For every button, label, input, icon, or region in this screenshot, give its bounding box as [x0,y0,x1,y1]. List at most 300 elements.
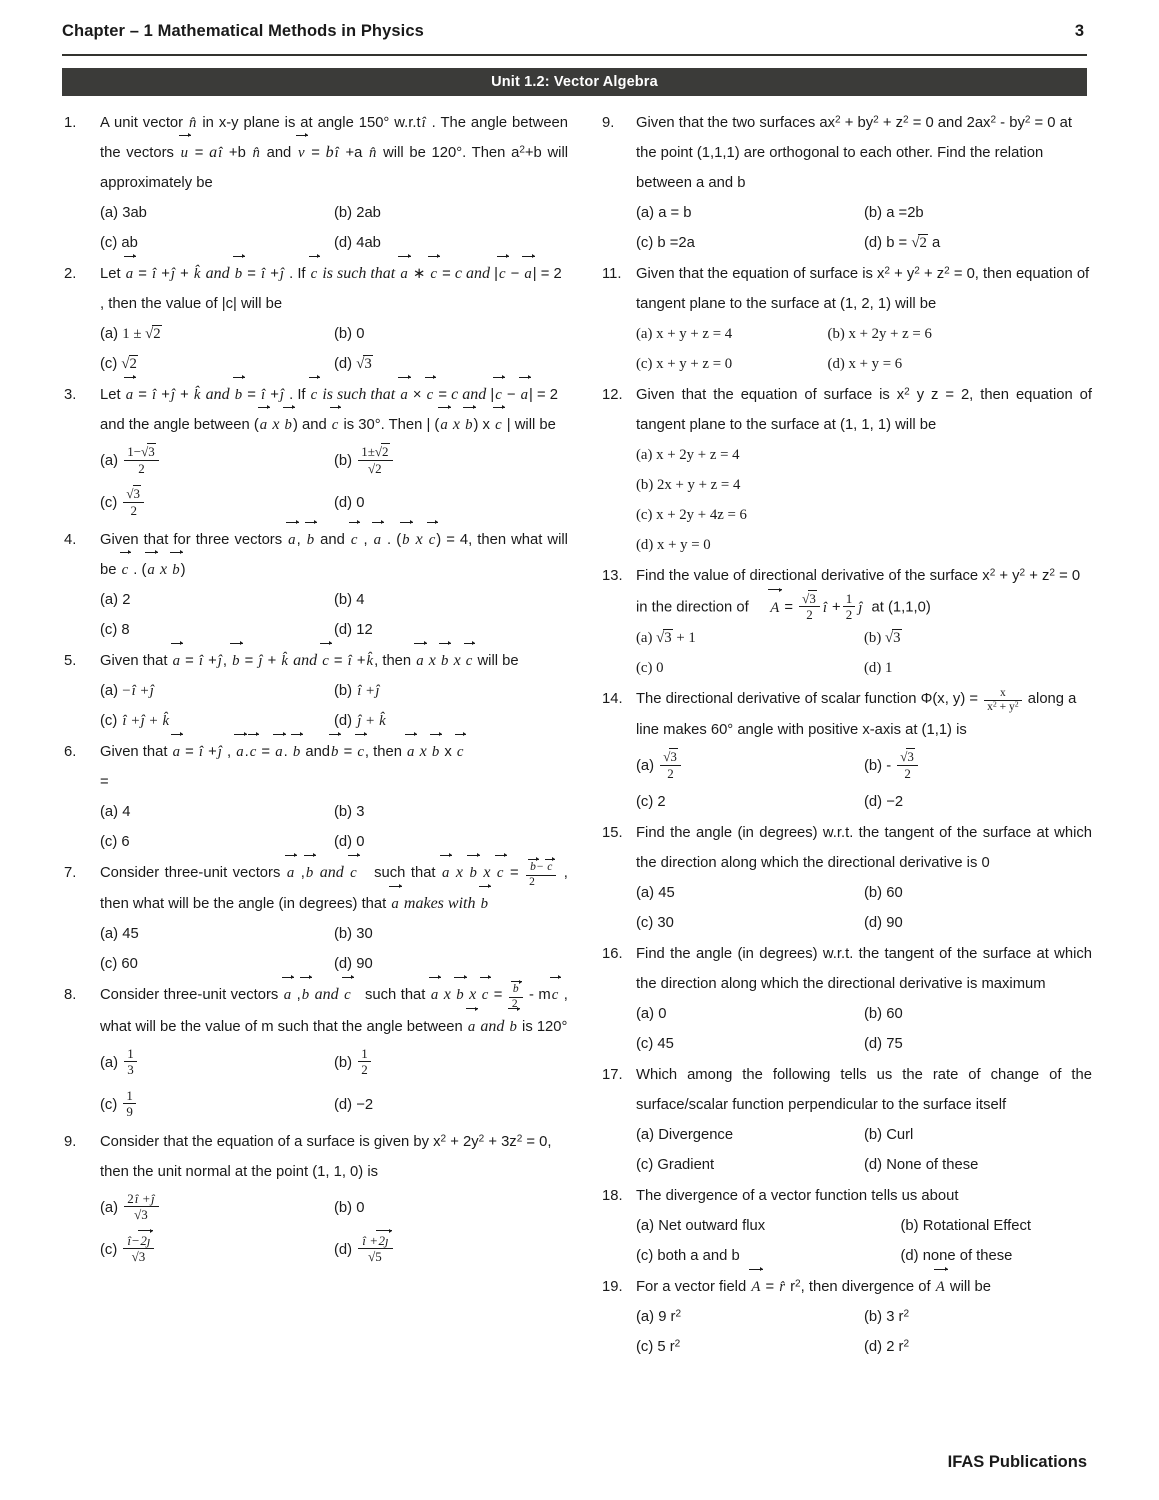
option-text: 6 [121,834,130,850]
option-text: 4 [356,592,365,608]
question-stem: Consider three-unit vectors a ,b and c such that a x b x c = $\frac{b}{2}$ - mc , what will be the value of m such that the angle between a and b is 120° [100,980,568,1041]
option-text: 30 [657,914,674,931]
unit-banner [62,68,1087,96]
option-label: (b) [334,1199,353,1216]
option[interactable] [636,500,1092,530]
question-body [100,858,568,979]
question-number: 19. [602,1278,623,1295]
question-item [592,684,1092,817]
option-label: (c) [636,914,654,931]
option-text: î +ĵ [357,683,380,699]
option-text: 0 [356,1199,365,1216]
option[interactable] [100,198,334,228]
option-text: 2 $r^2$ [886,1338,910,1355]
question-number: 2. [64,266,77,282]
option-label: (c) [636,1247,654,1264]
question-number: 8. [64,987,77,1004]
option[interactable] [334,349,568,379]
option-label: (b) [334,592,353,608]
option[interactable] [100,482,334,524]
option-list [636,878,1092,938]
option-text: $\frac{1}{9}$ [123,1088,136,1120]
option-label: (c) [636,793,654,810]
option[interactable] [334,1042,568,1084]
question-stem: For a vector field A = r̂ $r^2$, then divergence of A will be [636,1272,1092,1302]
option-label: (a) [100,683,119,699]
option-list [100,919,568,979]
question-body [100,1127,568,1271]
option-label: (d) [864,235,883,251]
option-text: x + 2y + z = 4 [656,447,740,463]
option[interactable] [334,482,568,524]
option-text: 2 [122,592,131,608]
option[interactable] [636,1029,864,1059]
option-label: (d) [334,356,353,372]
option-list [636,1120,1092,1180]
question-stem: Which among the following tells us the rate of change of the surface/scalar function perpendicular to the surface itself [636,1066,1092,1113]
question-item [58,380,568,524]
option-list [100,797,568,857]
question-item [592,259,1092,379]
option-text: √3 [356,356,372,372]
question-item [58,646,568,736]
option[interactable] [334,1229,568,1271]
question-number: 16. [602,945,623,962]
option-text: $\frac{1-√3}{2}$ [124,444,158,476]
option-text: −2 [356,1096,374,1113]
question-stem: Consider three-unit vectors a ,b and c such that a x b x c = $\frac{b- c}{2}$ , then what will be the angle (in degrees) that a makes with b [100,858,568,919]
option[interactable] [828,319,1092,349]
option[interactable] [100,1084,334,1126]
option-text: 45 [658,884,675,901]
option-label: (b) [864,1126,883,1143]
option-text: x + y + z = 4 [656,326,733,342]
option-label: (a) [100,453,119,469]
page-running-head [62,22,1087,56]
question-number: 4. [64,532,77,548]
option[interactable] [864,623,1092,653]
option[interactable] [334,1084,568,1126]
option[interactable] [636,1302,864,1332]
option-text: 45 [122,926,139,943]
option[interactable] [636,908,864,938]
option-label: (b) [334,205,353,221]
option-label: (b) [334,326,353,342]
question-stem: Given that the equation of surface is $x^2$ y z = 2, then equation of tangent plane to the surface at (1, 1, 1) will be [636,386,1092,433]
option[interactable] [100,706,334,736]
option[interactable] [864,228,1092,258]
question-body [100,380,568,524]
option-label: (b) [334,804,353,820]
question-item [592,1272,1092,1362]
option-label: (c) [636,1035,654,1052]
option-list [100,440,568,524]
question-body [100,525,568,645]
option-list [636,745,1092,817]
question-number: 3. [64,387,77,403]
option-text: 8 [121,622,130,638]
unit-banner-label: Unit 1.2: Vector Algebra [491,74,658,90]
question-stem: Find the value of directional derivative of the surface $x^2 + y^2 + z^2 = 0$ in the direction of A = $\frac{√3}{2}$ î + $\frac{1}{2}$ ĵ at (1,1,0) [636,567,1081,623]
question-stem: The divergence of a vector function tells us about [636,1187,959,1204]
option-list [100,198,568,258]
option[interactable] [900,1211,1092,1241]
question-number: 18. [602,1187,623,1204]
option-label: (d) [334,1096,353,1113]
option[interactable] [900,1241,1092,1271]
option-text: x + y + z = 0 [656,356,733,372]
option-label: (d) [334,235,353,251]
option[interactable] [100,440,334,482]
option-list [636,623,1092,683]
option-text: 1 ± √2 [122,326,161,342]
option-text: 30 [356,926,373,943]
question-body [636,380,1092,560]
option-list [100,319,568,379]
option[interactable] [100,1229,334,1271]
option[interactable] [864,1302,1092,1332]
option-label: (c) [100,713,118,729]
option[interactable] [636,623,864,653]
option[interactable] [334,676,568,706]
option-list [100,1042,568,1126]
option-text: 75 [886,1035,903,1052]
option-label: (b) [636,477,654,493]
option-label: (b) [864,205,883,221]
option[interactable] [636,999,864,1029]
option[interactable] [100,797,334,827]
option-text: both a and b [657,1247,740,1264]
option[interactable] [864,999,1092,1029]
option[interactable] [334,797,568,827]
option-list [100,1187,568,1271]
question-number: 12. [602,387,623,403]
option-label: (c) [636,1338,654,1355]
question-number: 6. [64,744,77,760]
question-number: 9. [602,115,615,131]
option-text: Net outward flux [658,1217,766,1234]
question-stem: The directional derivative of scalar function Φ(x, y) = $\frac{x}{x^2 + y^2}$ along a line makes 60° angle with positive x-axis at (1,1) is [636,686,1077,738]
option-text: 0 [356,834,365,850]
option-label: (b) [334,926,353,943]
option-text: $\frac{√3}{2}$ [897,749,918,781]
option[interactable] [100,615,334,645]
option[interactable] [100,319,334,349]
option[interactable] [100,585,334,615]
question-number: 15. [602,824,623,841]
option[interactable] [334,198,568,228]
option-text: √3 + 1 [656,629,696,646]
question-item [592,818,1092,938]
option-label: (b) [334,453,353,469]
option-text: √2 [121,356,137,372]
option-label: (a) [636,757,655,774]
question-stem: Given that a = î +ĵ, b = ĵ + k̂ and c = î +k̂, then a x b x c will be [100,646,568,676]
option[interactable] [334,585,568,615]
question-number: 17. [602,1066,623,1083]
option[interactable] [100,1187,334,1229]
option-text: î +ĵ + k̂ [122,713,170,729]
option-label: (d) [864,1035,883,1052]
option-label: (d) [900,1247,919,1264]
question-body [636,818,1092,938]
option-text: $\frac{1}{2}$ [358,1046,371,1078]
option-label: (c) [100,834,118,850]
question-stem: Let a = î +ĵ + k̂ and b = î +ĵ . If c is such that a ∗ c = c and |c − a| = 2 , then the value of |c| will be [100,259,568,319]
option-label: (a) [100,1199,119,1216]
question-body [636,259,1092,379]
question-number: 9. [64,1133,77,1150]
option-label: (d) [636,537,654,553]
option[interactable] [636,470,1092,500]
question-item [592,1060,1092,1180]
option-text: x + 2y + 4z = 6 [656,507,747,523]
option-text: 5 $r^2$ [657,1338,681,1355]
question-item [58,858,568,979]
publisher-footer: IFAS Publications [947,1453,1087,1471]
option-text: 1 [884,659,893,676]
question-stem: Given that the two surfaces $ax^2 + by^2 + z^2 = 0$ and $2ax^2 - by^2 = 0$ at the point (1,1,1) are orthogonal to each other. Find the relation between a and b [636,114,1072,191]
question-item [592,380,1092,560]
question-item [592,561,1092,683]
option-text: 3ab [122,205,147,221]
option-label: (c) [100,1241,118,1258]
option-label: (c) [100,622,118,638]
option-label: (b) [864,629,882,646]
question-stem: A unit vector n̂ in x-y plane is at angle 150° w.r.tî . The angle between the vectors u = aî +b n̂ and v = bî +a n̂ will be 120°. Then $a^2+b$ will approximately be [100,115,569,191]
option-text: 4 [122,804,131,820]
option-text: 2 [657,793,666,810]
option-text: 60 [886,1005,903,1022]
option[interactable] [636,1332,864,1362]
option-text: −2 [886,793,904,810]
question-body [636,1181,1092,1271]
question-item [592,108,1092,258]
option[interactable] [636,530,1092,560]
option-label: (c) [100,495,118,511]
option-label: (b) [900,1217,919,1234]
option-text: Rotational Effect [922,1217,1031,1234]
option[interactable] [334,706,568,736]
option-label: (d) [864,793,883,810]
option[interactable] [334,1187,568,1229]
option-text: $\frac{î +2ȷ}{√5}$ [358,1233,392,1265]
question-body [100,737,568,857]
option-label: (c) [636,507,653,523]
option[interactable] [334,319,568,349]
question-body [636,561,1092,683]
option-label: (a) [636,1126,655,1143]
question-item [58,737,568,857]
question-body [100,980,568,1125]
question-stem: Given that the equation of surface is $x^2 + y^2 + z^2 = 0$, then equation of tangent plane to the surface at (1, 2, 1) will be [636,265,1090,312]
option-list [636,319,1092,379]
option[interactable] [636,745,864,787]
option-text: Gradient [657,1156,715,1173]
option-label: (d) [864,1156,883,1173]
question-stem: Consider that the equation of a surface is given by $x^2 + 2y^2 + 3z^2 = 0$, then the unit normal at the point (1, 1, 0) is [100,1132,552,1180]
option[interactable] [864,1120,1092,1150]
question-item [592,1181,1092,1271]
question-body [100,259,568,379]
option-text: 60 [121,956,138,973]
question-stem: Let a = î +ĵ + k̂ and b = î +ĵ . If c is such that a × c = c and |c − a| = 2 and the angle between (a x b) and c is 30°. Then | (a x b) x c | will be [100,380,568,440]
option[interactable] [636,787,864,817]
option-text: a =2b [886,205,924,221]
option[interactable] [334,949,568,979]
option-text: x + y = 0 [656,537,711,553]
option-text: 45 [657,1035,674,1052]
option-label: (a) [636,884,655,901]
option-label: (c) [636,235,654,251]
question-number: 11. [602,266,622,282]
question-stem: Find the angle (in degrees) w.r.t. the tangent of the surface at which the direction along which the directional derivative is maximum [636,945,1092,992]
question-item [58,525,568,645]
option-text: 0 [658,1005,667,1022]
question-body [636,1060,1092,1180]
option-label: (d) [864,1338,883,1355]
option[interactable] [864,1332,1092,1362]
option-label: (b) [334,683,353,699]
option[interactable] [864,878,1092,908]
question-columns [58,108,1101,1363]
option-text: 90 [356,956,373,973]
option-label: (a) [636,1217,655,1234]
question-item [58,980,568,1125]
option-text: √3 [884,629,901,646]
option-text: 4ab [356,235,381,251]
option[interactable] [864,908,1092,938]
option-text: None of these [886,1156,979,1173]
option-label: (d) [864,914,883,931]
option[interactable] [828,349,1092,379]
question-number: 14. [602,690,623,707]
option-label: (d) [334,495,353,511]
option-text: 3 [356,804,365,820]
option-text: 60 [886,884,903,901]
option-label: (b) [864,884,883,901]
question-item [592,939,1092,1059]
option[interactable] [636,1241,900,1271]
question-number: 5. [64,653,77,669]
option[interactable] [636,349,828,379]
option-label: (a) [636,326,653,342]
option-text: 0 [656,659,664,676]
option[interactable] [334,919,568,949]
option-label: (a) [636,1308,655,1325]
option-text: Divergence [658,1126,734,1143]
option-text: Curl [886,1126,914,1143]
option-list [100,676,568,736]
option-label: (d) [334,713,353,729]
option-text: 12 [356,622,373,638]
question-stem: Find the angle (in degrees) w.r.t. the tangent of the surface at which the direction along which the directional derivative is 0 [636,824,1092,871]
question-item [58,1127,568,1271]
option-list [636,999,1092,1059]
option-label: (d) [334,956,353,973]
option-label: (a) [100,326,119,342]
option[interactable] [636,1150,864,1180]
option-label: (d) [827,356,845,372]
option-label: (a) [100,1054,119,1071]
option[interactable] [100,1042,334,1084]
option-list [636,1302,1092,1362]
option-label: (c) [100,1096,118,1113]
option-label: (c) [636,356,653,372]
option[interactable] [100,919,334,949]
question-number: 1. [64,115,77,131]
question-number: 7. [64,865,77,881]
option-label: (a) [636,447,653,463]
question-body [636,1272,1092,1362]
option[interactable]: (b) - $\frac{√3}{2}$ [864,745,1092,787]
option-text: b =2a [657,235,695,251]
question-item [58,259,568,379]
option[interactable] [334,440,568,482]
option-list [636,1211,1092,1271]
option[interactable] [636,440,1092,470]
question-body [636,684,1092,817]
option[interactable] [636,1211,900,1241]
option-label: (d) [864,659,882,676]
option[interactable] [864,1029,1092,1059]
option-label: (b) [864,1005,883,1022]
option-list [100,585,568,645]
option-label: (a) [100,926,119,943]
option-label: (a) [636,1005,655,1022]
option-text: 90 [886,914,903,931]
option-label: (d) [334,834,353,850]
option-label: (b) [864,757,883,774]
option-label: (d) [334,1241,353,1258]
option-text: 3 $r^2$ [886,1308,910,1325]
left-column [58,108,568,1363]
option-list [636,198,1092,258]
option[interactable] [636,1120,864,1150]
option[interactable] [864,787,1092,817]
question-stem: Given that a = î +ĵ , a.c = a. b andb = c, then a x b x c = [100,737,568,797]
option-label: (b) [864,1308,883,1325]
option-text: a = b [658,205,692,221]
option-label: (a) [100,205,119,221]
question-body [100,108,568,258]
option[interactable] [864,198,1092,228]
option[interactable] [636,653,864,683]
question-number: 13. [602,568,623,584]
option-label: (b) [334,1054,353,1071]
option-text: $\frac{1\pm√2}{√2}$ [358,444,392,476]
option-list [636,440,1092,560]
question-stem: Given that for three vectors a, b and c , a . (b x c) = 4, then what will be c . (a x b) [100,525,568,585]
option-text: ĵ + k̂ [357,713,386,729]
option[interactable] [100,676,334,706]
chapter-title: Chapter – 1 Mathematical Methods in Physics [62,22,424,40]
option[interactable] [100,827,334,857]
option[interactable] [100,949,334,979]
option-label: (a) [636,629,653,646]
option-label: (c) [636,659,653,676]
option[interactable] [636,878,864,908]
option[interactable] [864,1150,1092,1180]
option-text: 2x + y + z = 4 [656,477,741,493]
option[interactable] [636,198,864,228]
option[interactable] [636,319,828,349]
option-text: 9 $r^2$ [658,1308,682,1325]
option[interactable] [636,228,864,258]
option-text: b = √2 a [886,235,941,251]
option[interactable] [864,653,1092,683]
question-body [636,108,1092,258]
